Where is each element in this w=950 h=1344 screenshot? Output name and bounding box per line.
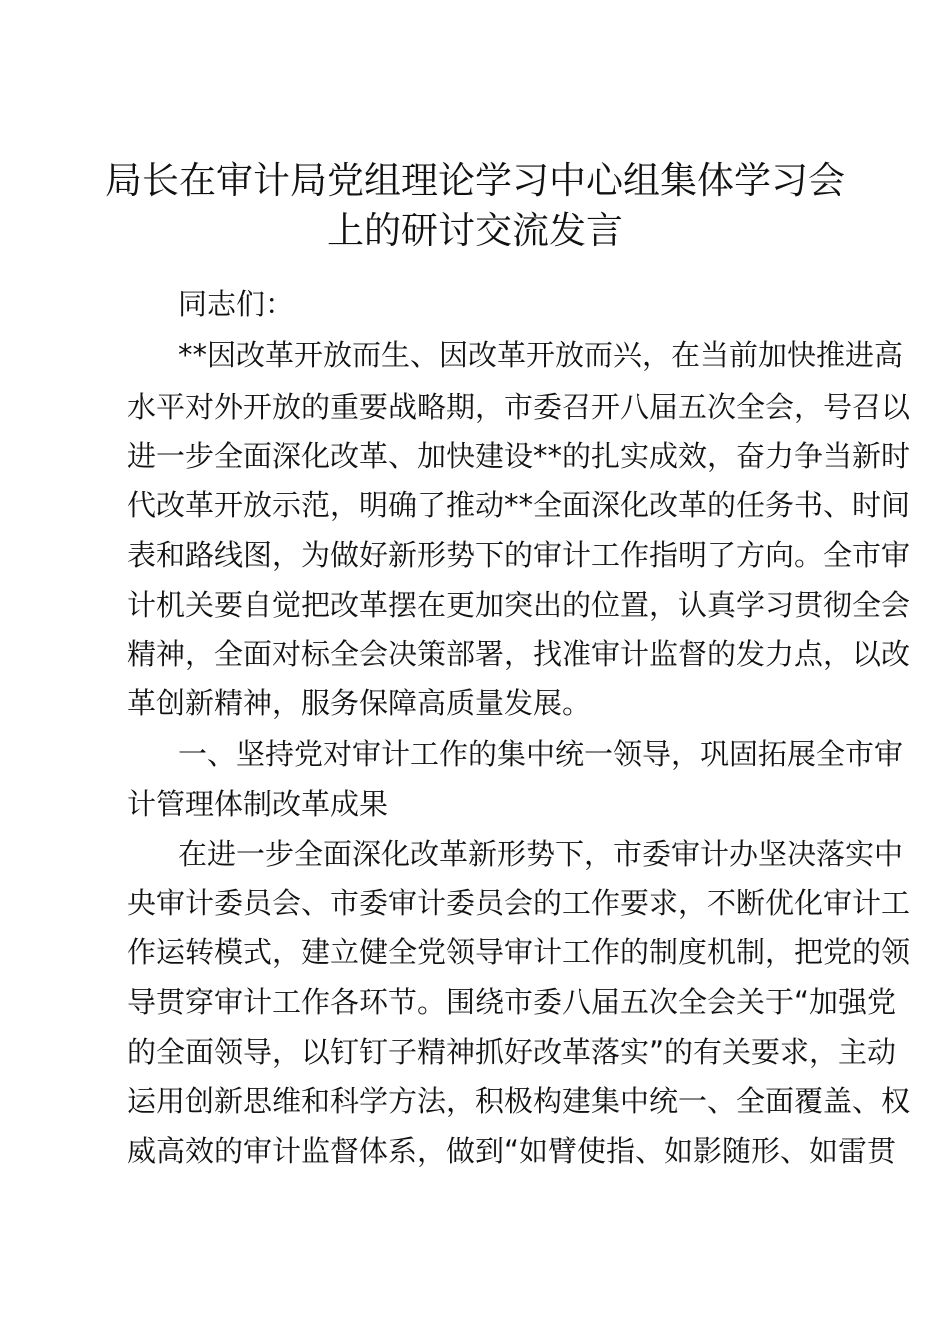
paragraph-2-line: 威高效的审计监督体系，做到“如臂使指、如影随形、如雷贯 (127, 1134, 897, 1168)
paragraph-2-line: 央审计委员会、市委审计委员会的工作要求，不断优化审计工 (127, 886, 911, 920)
section-heading-line: 计管理体制改革成果 (127, 787, 389, 821)
paragraph-1-line: 代改革开放示范，明确了推动**全面深化改革的任务书、时间 (127, 488, 911, 522)
paragraph-1-line: 表和路线图，为做好新形势下的审计工作指明了方向。全市审 (127, 538, 911, 572)
paragraph-1-line: 计机关要自觉把改革摆在更加突出的位置，认真学习贯彻全会 (127, 588, 911, 622)
paragraph-2-line: 的全面领导，以钉钉子精神抓好改革落实”的有关要求，主动 (127, 1035, 897, 1069)
paragraph-2-line: 作运转模式，建立健全党领导审计工作的制度机制，把党的领 (127, 935, 911, 969)
paragraph-1-line: 水平对外开放的重要战略期，市委召开八届五次全会，号召以 (127, 390, 911, 424)
paragraph-1-line: 进一步全面深化改革、加快建设**的扎实成效，奋力争当新时 (127, 439, 911, 473)
document-title-line-1: 局长在审计局党组理论学习中心组集体学习会 (105, 159, 845, 202)
paragraph-2-line: 导贯穿审计工作各环节。围绕市委八届五次全会关于“加强党 (127, 985, 897, 1019)
paragraph-1-line: 精神，全面对标全会决策部署，找准审计监督的发力点，以改 (127, 637, 911, 671)
paragraph-1-line: 革创新精神，服务保障高质量发展。 (127, 686, 592, 720)
document-title-line-2: 上的研讨交流发言 (327, 209, 623, 252)
paragraph-2-line: 运用创新思维和科学方法，积极构建集中统一、全面覆盖、权 (127, 1084, 911, 1118)
paragraph-2-line: 在进一步全面深化改革新形势下，市委审计办坚决落实中 (178, 837, 904, 871)
section-heading-line: 一、坚持党对审计工作的集中统一领导，巩固拓展全市审 (178, 737, 904, 771)
paragraph-1-line: **因改革开放而生、因改革开放而兴，在当前加快推进高 (178, 338, 904, 372)
salutation: 同志们： (178, 287, 295, 321)
